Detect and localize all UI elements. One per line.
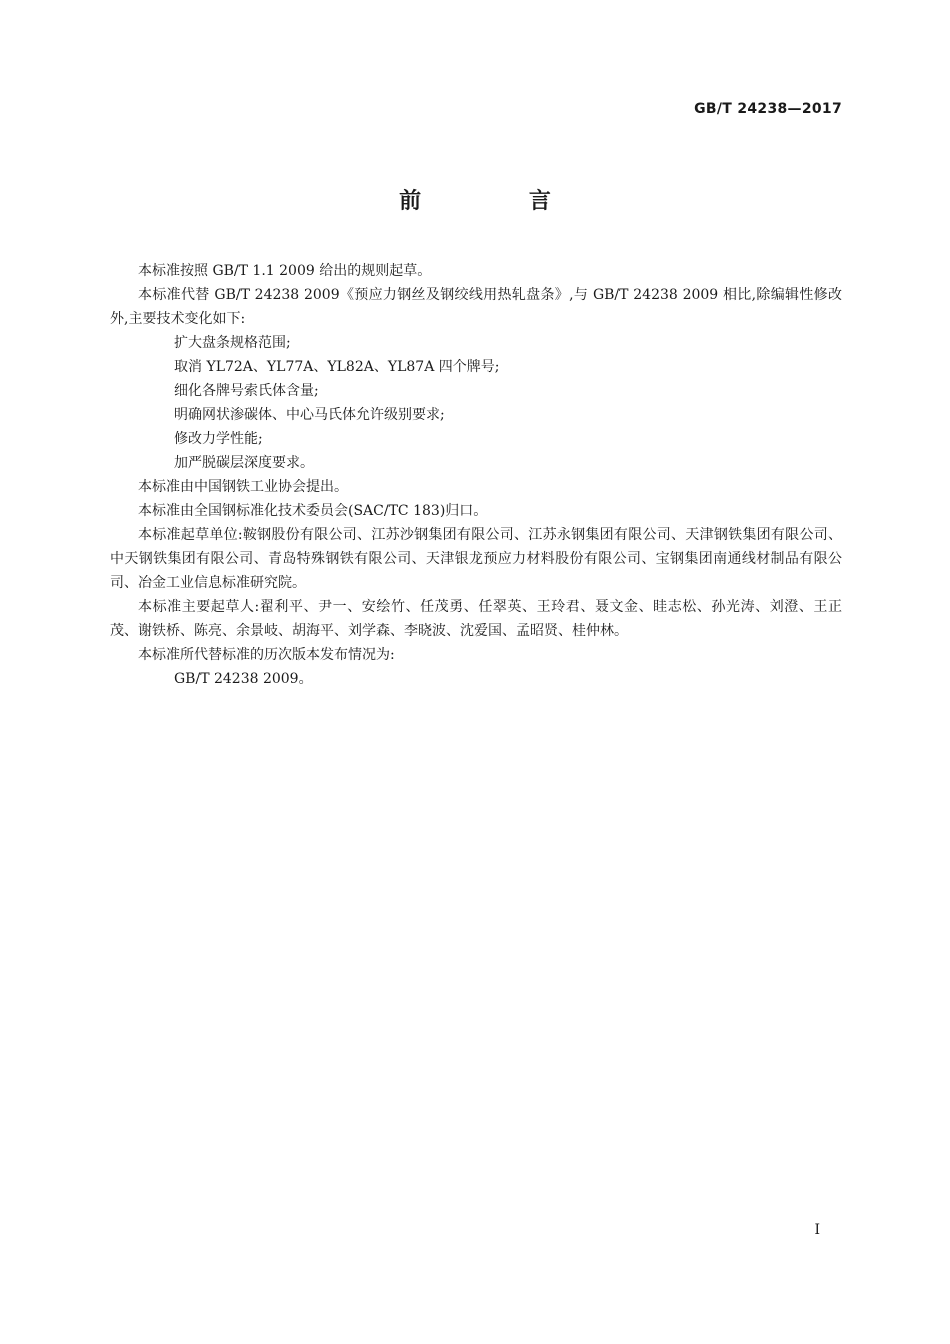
change-item: 细化各牌号索氏体含量; [174,383,319,399]
paragraph-proposer: 本标准由中国钢铁工业协会提出。 [138,479,348,495]
page-title: 前 言 [399,189,601,214]
paragraph-history-intro: 本标准所代替标准的历次版本发布情况为: [138,647,395,663]
foreword-body [110,259,842,691]
document-code: GB/T 24238—2017 [694,101,842,117]
paragraph-replacement: 本标准代替 GB/T 24238 2009《预应力钢丝及钢绞线用热轧盘条》,与 GB/T 24238 2009 相比,除编辑性修改外,主要技术变化如下: [110,287,842,327]
paragraph-drafters: 本标准主要起草人:翟利平、尹一、安绘竹、任茂勇、任翠英、王玲君、聂文金、眭志松、孙光涛、刘澄、王正茂、谢铁桥、陈亮、余景岐、胡海平、刘学森、李晓波、沈爱国、孟昭贤、桂仲林。 [110,599,842,639]
change-item: 加严脱碳层深度要求。 [174,455,314,471]
change-item: 明确网状渗碳体、中心马氏体允许级别要求; [174,407,445,423]
history-item: GB/T 24238 2009。 [174,671,313,687]
paragraph-drafting-units: 本标准起草单位:鞍钢股份有限公司、江苏沙钢集团有限公司、江苏永钢集团有限公司、天津钢铁集团有限公司、中天钢铁集团有限公司、青岛特殊钢铁有限公司、天津银龙预应力材料股份有限公司、宝钢集团南通线材制品有限公司、冶金工业信息标准研究院。 [110,527,842,591]
paragraph-administrator: 本标准由全国钢标准化技术委员会(SAC/TC 183)归口。 [138,503,488,519]
change-item: 取消 YL72A、YL77A、YL82A、YL87A 四个牌号; [174,359,500,375]
paragraph-drafting-rule: 本标准按照 GB/T 1.1 2009 给出的规则起草。 [138,263,432,279]
change-item: 扩大盘条规格范围; [174,335,291,351]
change-item: 修改力学性能; [174,431,263,447]
page-number: I [814,1222,820,1238]
